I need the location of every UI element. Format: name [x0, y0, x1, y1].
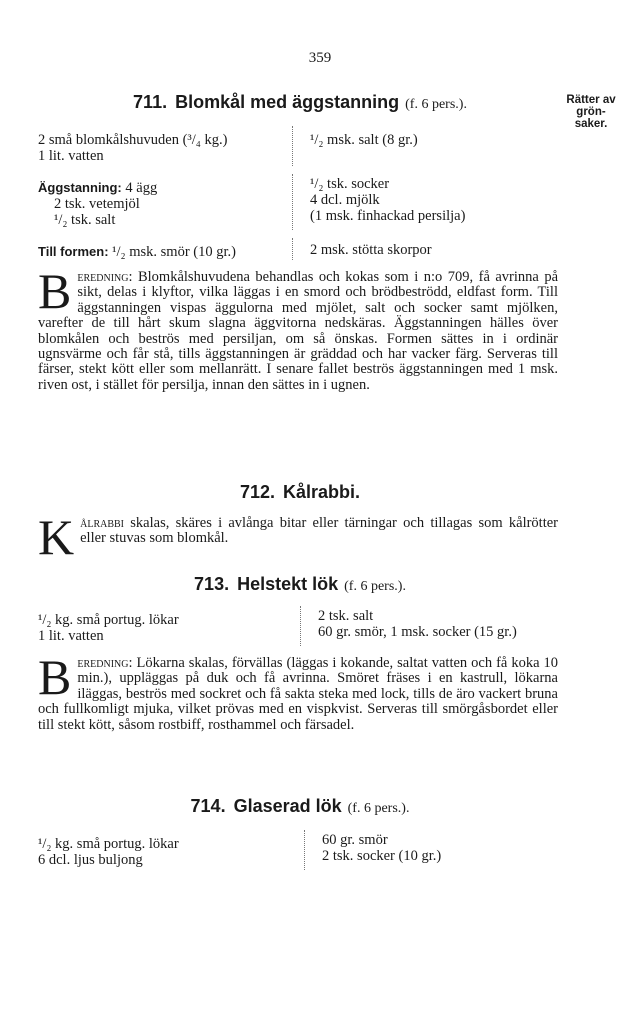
column-divider [292, 238, 293, 260]
recipe-persons: (f. 6 pers.). [405, 97, 467, 112]
ingredient: 2 tsk. socker (10 gr.) [322, 848, 442, 864]
recipe-712-heading [40, 482, 560, 503]
recipe-number: 714. [190, 796, 226, 816]
formen-label: Till formen: [38, 244, 109, 259]
ingredient: 2 tsk. salt [318, 608, 374, 624]
recipe-number: 711. [133, 92, 168, 112]
lead-word: eredning: [77, 269, 133, 285]
recipe-713-instructions [38, 649, 559, 733]
recipe-persons: (f. 6 pers.). [347, 801, 410, 816]
recipe-711-instructions [38, 263, 559, 393]
ingredient: 2 tsk. vetemjöl [54, 196, 140, 212]
recipe-713-heading [40, 574, 560, 595]
recipe-persons: (f. 6 pers.). [344, 579, 406, 594]
ingredient: ¹/₂ kg. små portug. lökar [38, 836, 179, 852]
instructions-text: skalas, skäres i avlånga bitar eller tärningar och tillagas som kålrötter eller stuvas som blomkål. [80, 515, 559, 547]
ingredient: 6 dcl. ljus buljong [38, 852, 143, 868]
ingredient: (1 msk. finhackad persilja) [310, 208, 466, 224]
stanning-label: Äggstanning: [38, 180, 122, 195]
column-divider [300, 606, 301, 646]
ingredient: 60 gr. smör, 1 msk. socker (15 gr.) [318, 624, 517, 640]
ingredient [38, 244, 236, 260]
margin-note-line: saker. [574, 118, 608, 130]
margin-note [552, 94, 630, 130]
column-divider [292, 174, 293, 230]
recipe-712-instructions [38, 509, 559, 565]
drop-cap: B [38, 263, 72, 319]
ingredient: 2 små blomkålshuvuden (³/₄ kg.) [38, 132, 228, 148]
ingredient-text: 4 ägg [125, 180, 158, 196]
ingredient: ¹/₂ kg. små portug. lökar [38, 612, 179, 628]
column-divider [292, 126, 293, 166]
recipe-number: 713. [194, 574, 230, 594]
ingredient: 60 gr. smör [322, 832, 388, 848]
recipe-title: Glaserad lök [233, 796, 342, 816]
ingredient: 1 lit. vatten [38, 148, 104, 164]
recipe-number: 712. [239, 482, 275, 502]
recipe-711-heading [40, 92, 560, 113]
recipe-title: Helstekt lök [237, 574, 339, 594]
lead-word: eredning: [77, 655, 133, 671]
page-number: 359 [308, 50, 332, 66]
lead-word: ålrabbi [80, 515, 125, 531]
ingredient: 2 msk. stötta skorpor [310, 242, 432, 258]
drop-cap: B [38, 649, 72, 705]
ingredient-text: ¹/₂ msk. smör (10 gr.) [112, 244, 236, 260]
recipe-714-heading [40, 796, 560, 817]
instructions-text: Blomkålshuvudena behandlas och kokas som i n:o 709, få avrinna på sikt, delas i klyftor, vilka läggas i en smord och brödbeströdd, eldfast form. Till äggstanningen vispas äggulorna med mjölet, salt och socker samt mjölken, varefter de till hårt skum slagna äggvitorna nedskäras. Äggstanningen hälles över blomkålen och beströs med persiljan, om så önskas. Formen sättes in i ordinär ugnsvärme och får stå, tills äggstanningen är gräddad och har vacker färg. Serveras till färser, stekt kött eller som mellanrätt. I senare fallet beströs äggstanningen med 1 msk. riven ost, i stället för persilja, innan den sättes in i ugnen. [38, 269, 559, 393]
ingredient: ¹/₂ msk. salt (8 gr.) [310, 132, 418, 148]
instructions-text: Lökarna skalas, förvällas (läggas i kokande, saltat vatten och få koka 10 min.), uppläggas på duk och få avrinna. Smöret fräses i en kastrull, lökarna iläggas, beströs med sockret och få sakta steka med lock, tills de äro vackert bruna och fullkomligt mjuka, vilket prövas med en vispkvist. Serveras till smörgåsbordet eller till stekt kött, såsom rostbiff, rosthammel och färsadel. [38, 655, 559, 733]
ingredient [38, 180, 157, 196]
ingredient: 4 dcl. mjölk [310, 192, 380, 208]
margin-note-line: grön- [576, 106, 606, 118]
drop-cap: K [38, 509, 75, 565]
recipe-title: Kålrabbi. [283, 482, 361, 502]
ingredient: ¹/₂ tsk. salt [54, 212, 116, 228]
ingredient: 1 lit. vatten [38, 628, 104, 644]
column-divider [304, 830, 305, 870]
margin-note-line: Rätter av [566, 94, 616, 106]
recipe-title: Blomkål med äggstanning [175, 92, 400, 112]
ingredient: ¹/₂ tsk. socker [310, 176, 390, 192]
